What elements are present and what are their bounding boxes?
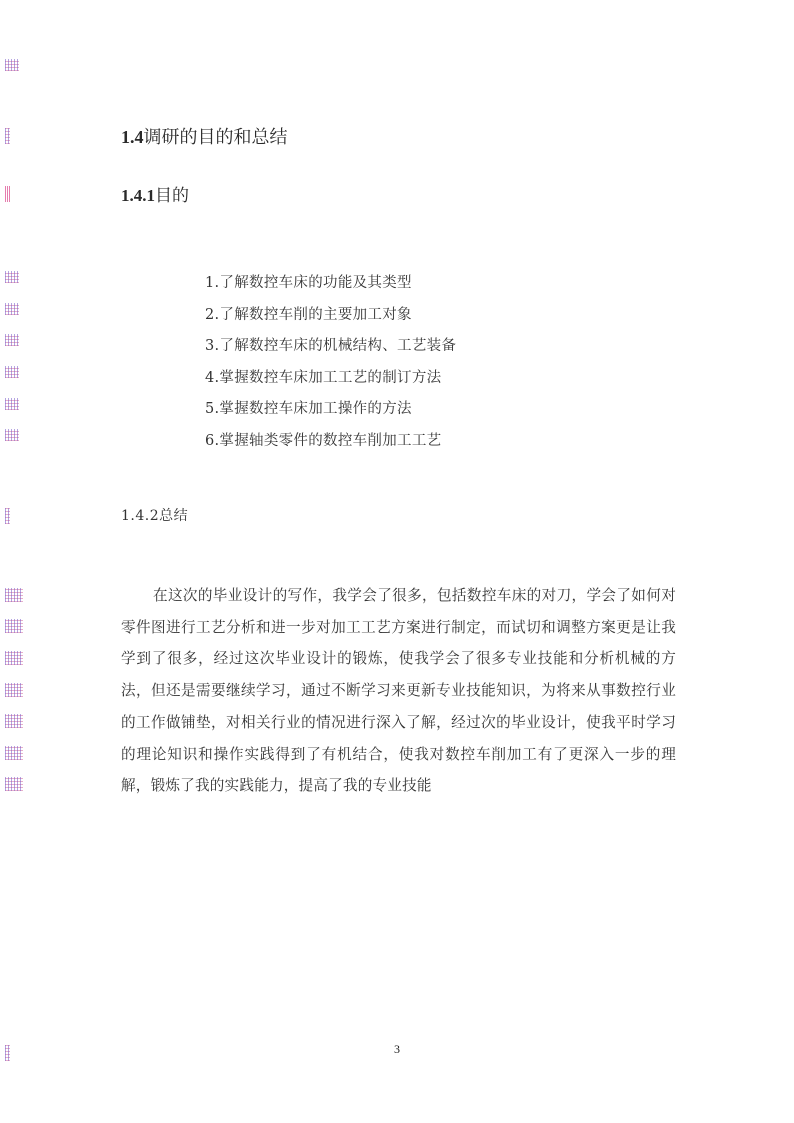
subsection-heading bbox=[121, 184, 189, 208]
goal-item: 6.掌握轴类零件的数控车削加工工艺 bbox=[205, 432, 442, 449]
summary-heading bbox=[121, 506, 188, 526]
goals-list bbox=[205, 268, 456, 458]
summary-title: 总结 bbox=[159, 508, 189, 524]
margin-artifact bbox=[5, 619, 23, 633]
margin-artifact bbox=[5, 186, 10, 202]
margin-artifact bbox=[5, 334, 19, 346]
margin-artifact bbox=[5, 683, 23, 697]
margin-artifact bbox=[5, 508, 10, 524]
subsection-title: 目的 bbox=[155, 186, 189, 206]
margin-artifact bbox=[5, 271, 19, 283]
section-heading bbox=[121, 124, 288, 151]
summary-number: 1.4.2 bbox=[121, 508, 160, 524]
margin-artifact bbox=[5, 366, 19, 378]
margin-artifact bbox=[5, 714, 23, 728]
goal-item: 5.掌握数控车床加工操作的方法 bbox=[205, 401, 412, 418]
margin-artifact bbox=[5, 303, 19, 315]
summary-paragraph: 在这次的毕业设计的写作，我学会了很多，包括数控车床的对刀，学会了如何对零件图进行工艺分析和进一步对加工工艺方案进行制定，而试切和调整方案更是让我学到了很多，经过这次毕业设计的锻炼，使我学会了很多专业技能和分析机械的方法，但还是需要继续学习，通过不断学习来更新专业技能知识，为将来从事数控行业的工作做铺垫，对相关行业的情况进行深入了解，经过次的毕业设计，使我平时学习的理论知识和操作实践得到了有机结合，使我对数控车削加工有了更深入一步的理解，锻炼了我的实践能力，提高了我的专业技能 bbox=[121, 587, 676, 795]
goal-item: 1.了解数控车床的功能及其类型 bbox=[205, 275, 412, 291]
goal-item: 3.了解数控车床的机械结构、工艺装备 bbox=[205, 338, 457, 355]
margin-artifact bbox=[5, 777, 23, 791]
margin-artifact bbox=[5, 128, 10, 144]
section-number: 1.4 bbox=[121, 127, 144, 147]
margin-artifact bbox=[5, 588, 23, 602]
page-number: 3 bbox=[394, 1042, 400, 1056]
margin-artifact bbox=[5, 651, 23, 665]
subsection-number: 1.4.1 bbox=[121, 186, 155, 205]
margin-artifact bbox=[5, 746, 23, 760]
goal-item: 2.了解数控车削的主要加工对象 bbox=[205, 306, 412, 323]
margin-artifact bbox=[5, 59, 19, 71]
margin-artifact bbox=[5, 429, 19, 441]
margin-artifact bbox=[5, 398, 19, 410]
section-title: 调研的目的和总结 bbox=[143, 127, 288, 148]
goal-item: 4.掌握数控车床加工工艺的制订方法 bbox=[205, 369, 442, 386]
